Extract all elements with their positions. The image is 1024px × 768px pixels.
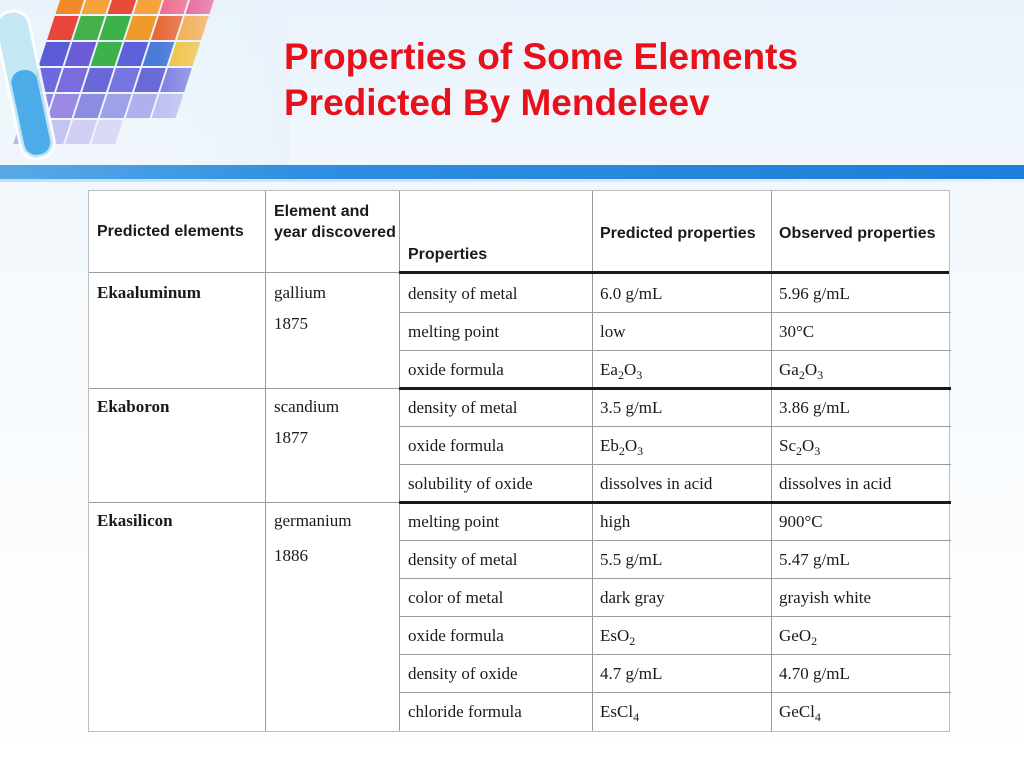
table-cell-observed: GeCl$_4$ xyxy=(779,702,821,724)
table-cell-property: density of metal xyxy=(408,550,518,569)
table-cell-predicted: dark gray xyxy=(600,588,665,607)
table-cell-predicted: 3.5 g/mL xyxy=(600,398,663,417)
table-cell-observed: 5.47 g/mL xyxy=(779,550,850,569)
row-divider xyxy=(399,654,951,655)
group-element: scandium xyxy=(274,397,340,416)
header-predicted-properties: Predicted properties xyxy=(600,225,756,242)
table-cell-predicted: EsO$_2$ xyxy=(600,626,636,648)
group-name: Ekaaluminum xyxy=(97,283,201,302)
group-year: 1875 xyxy=(274,314,308,333)
table-cell-property: density of metal xyxy=(408,398,518,417)
row-divider xyxy=(399,578,951,579)
table-cell-observed: grayish white xyxy=(779,588,872,607)
group-year: 1886 xyxy=(274,546,308,565)
table-cell-predicted: high xyxy=(600,512,631,531)
group-element: germanium xyxy=(274,511,352,530)
table-cell-predicted: $Ea_2O_3$ xyxy=(600,360,643,382)
row-divider xyxy=(399,616,951,617)
properties-table xyxy=(88,190,950,732)
table-cell-property: density of metal xyxy=(408,284,518,303)
group-divider xyxy=(89,388,399,389)
title-line-1: Properties of Some Elements xyxy=(284,36,799,77)
row-divider xyxy=(399,350,951,351)
slide-title xyxy=(284,34,984,126)
table-cell-property: color of metal xyxy=(408,588,504,607)
table-cell-observed: 4.70 g/mL xyxy=(779,664,850,683)
header-predicted-elements: Predicted elements xyxy=(97,223,244,240)
group-name: Ekaboron xyxy=(97,397,170,416)
row-divider xyxy=(399,464,951,465)
table-cell-observed: $Ga_2O_3$ xyxy=(779,360,824,382)
row-divider xyxy=(399,540,951,541)
table-cell-observed: 3.86 g/mL xyxy=(779,398,850,417)
group-year: 1877 xyxy=(274,428,308,447)
header-rule xyxy=(89,272,399,273)
table-cell-property: melting point xyxy=(408,512,500,531)
periodic-table-image xyxy=(0,0,290,168)
table-cell-predicted: 5.5 g/mL xyxy=(600,550,663,569)
table-cell-property: oxide formula xyxy=(408,626,504,645)
group-divider xyxy=(399,387,951,390)
header-properties: Properties xyxy=(408,246,488,263)
table-cell-predicted: 4.7 g/mL xyxy=(600,664,663,683)
table-cell-observed: dissolves in acid xyxy=(779,474,892,493)
table-cell-predicted: EsCl$_4$ xyxy=(600,702,640,724)
table-cell-property: density of oxide xyxy=(408,664,518,683)
group-element: gallium xyxy=(274,283,326,302)
table-cell-property: oxide formula xyxy=(408,436,504,455)
table-cell-predicted: 6.0 g/mL xyxy=(600,284,663,303)
group-name: Ekasilicon xyxy=(97,511,173,530)
table-cell-property: melting point xyxy=(408,322,500,341)
group-divider xyxy=(399,501,951,504)
table-cell-observed: $Sc_2O_3$ xyxy=(779,436,821,458)
table-cell-predicted: low xyxy=(600,322,626,341)
table-cell-observed: GeO$_2$ xyxy=(779,626,818,648)
table-cell-property: oxide formula xyxy=(408,360,504,379)
table-cell-observed: 30°C xyxy=(779,322,815,341)
header-band xyxy=(0,165,1024,179)
table-cell-predicted: dissolves in acid xyxy=(600,474,713,493)
group-divider xyxy=(89,502,399,503)
title-line-2: Predicted By Mendeleev xyxy=(284,82,710,123)
table-cell-observed: 900°C xyxy=(779,512,823,531)
table-cell-property: chloride formula xyxy=(408,702,522,721)
row-divider xyxy=(399,692,951,693)
header-observed-properties: Observed properties xyxy=(779,225,936,242)
table-cell-predicted: $Eb_2O_3$ xyxy=(600,436,644,458)
header-rule xyxy=(399,271,949,274)
table-cell-observed: 5.96 g/mL xyxy=(779,284,850,303)
header-element-year: Element and year discovered xyxy=(274,203,396,241)
row-divider xyxy=(399,312,951,313)
row-divider xyxy=(399,426,951,427)
table-cell-property: solubility of oxide xyxy=(408,474,533,493)
